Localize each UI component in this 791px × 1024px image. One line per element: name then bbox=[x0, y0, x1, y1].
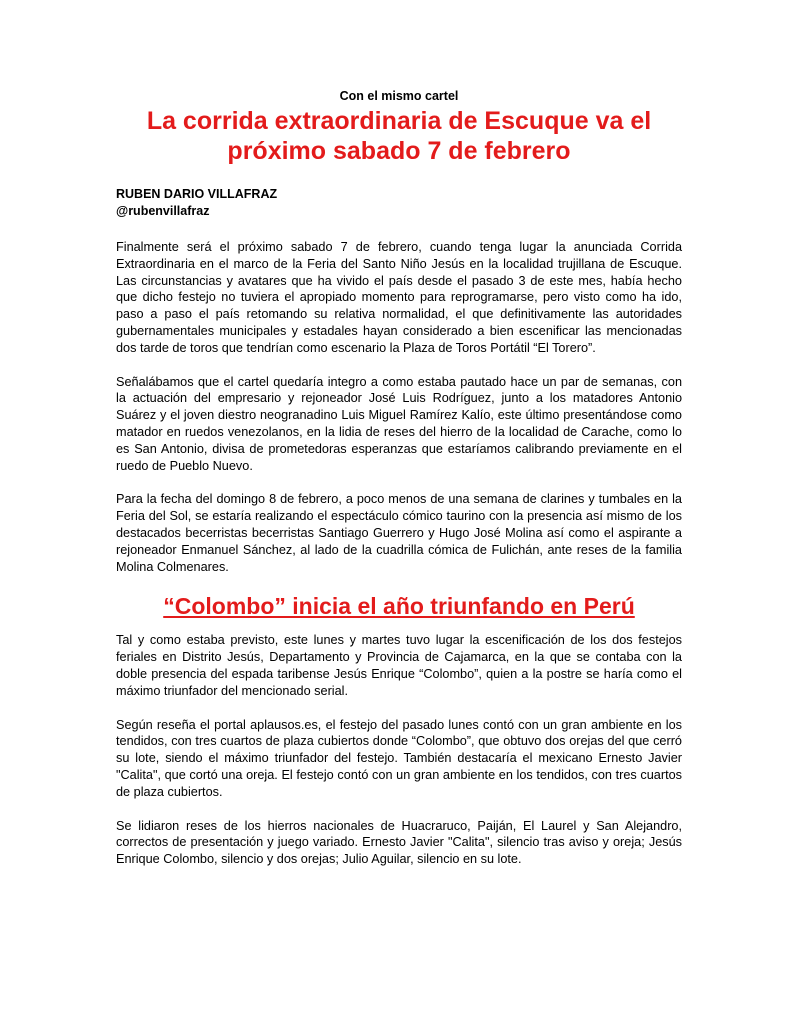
article-kicker: Con el mismo cartel bbox=[339, 89, 459, 103]
headline-line-1: La corrida extraordinaria de Escuque va el bbox=[146, 107, 652, 135]
article-paragraph: Señalábamos que el cartel quedaría integro a como estaba pautado hace un par de semanas, con la actuación del empresario y rejoneador José Luis Rodríguez, junto a los matadores Antonio Suárez y el joven diestro neogranadino Luis Miguel Ramírez Kalío, este último presentándose como matador en ruedos venezolanos, en la lidia de reses del hierro de la localidad de Carache, como lo es San Antonio, divisa de prometedoras esperanzas que estaríamos calibrando previamente en el ruedo de Pueblo Nuevo. bbox=[116, 374, 682, 473]
author-handle: @rubenvillafraz bbox=[116, 204, 210, 218]
article-paragraph: Para la fecha del domingo 8 de febrero, a poco menos de una semana de clarines y tumbales en la Feria del Sol, se estaría realizando el espectáculo cómico taurino con la presencia así mismo de los destacados becerristas becerristas Santiago Guerrero y Hugo José Molina así como el aspirante a rejoneador Enmanuel Sánchez, al lado de la cuadrilla cómica de Fulichán, ante reses de la familia Molina Colmenares. bbox=[116, 492, 682, 574]
section-headline: “Colombo” inicia el año triunfando en Perú bbox=[163, 593, 635, 620]
document-page bbox=[116, 88, 682, 885]
section-paragraph: Según reseña el portal aplausos.es, el festejo del pasado lunes contó con un gran ambiente en los tendidos, con tres cuartos de plaza cubiertos donde “Colombo”, que obtuvo dos orejas del que cerró su lote, siendo el máximo triunfador del festejo. También destacaría el mexicano Ernesto Javier "Calita", que cortó una oreja. El festejo contó con un gran ambiente en los tendidos, con tres cuartos de plaza cubiertos. bbox=[116, 717, 682, 799]
headline-line-2: próximo sabado 7 de febrero bbox=[227, 137, 571, 165]
article-paragraph: Finalmente será el próximo sabado 7 de febrero, cuando tenga lugar la anunciada Corrida Extraordinaria en el marco de la Feria del Santo Niño Jesús en la localidad trujillana de Escuque. Las circunstancias y avatares que ha vivido el país desde el pasado 3 de este mes, había hecho que dicho festejo no tuviera el apropiado momento para reprogramarse, pero visto como ha ido, paso a paso el país retomando su relativa normalidad, el que definitivamente las autoridades gubernamentales municipales y estadales hayan considerado a bien escenificar las mencionadas dos tarde de toros que tendrían como escenario la Plaza de Toros Portátil “El Torero”. bbox=[116, 240, 682, 355]
article-headline bbox=[116, 106, 682, 166]
author-name: RUBEN DARIO VILLAFRAZ bbox=[116, 187, 278, 201]
section-paragraph: Se lidiaron reses de los hierros nacionales de Huacraruco, Paiján, El Laurel y San Alejandro, correctos de presentación y juego variado. Ernesto Javier "Calita", silencio tras aviso y oreja; Jesús Enrique Colombo, silencio y dos orejas; Julio Aguilar, silencio en su lote. bbox=[116, 818, 682, 867]
section-paragraph: Tal y como estaba previsto, este lunes y martes tuvo lugar la escenificación de los dos festejos feriales en Distrito Jesús, Departamento y Provincia de Cajamarca, en la que se contaba con la doble presencia del espada taribense Jesús Enrique “Colombo”, quien a la postre se haría como el máximo triunfador del mencionado serial. bbox=[116, 633, 682, 698]
